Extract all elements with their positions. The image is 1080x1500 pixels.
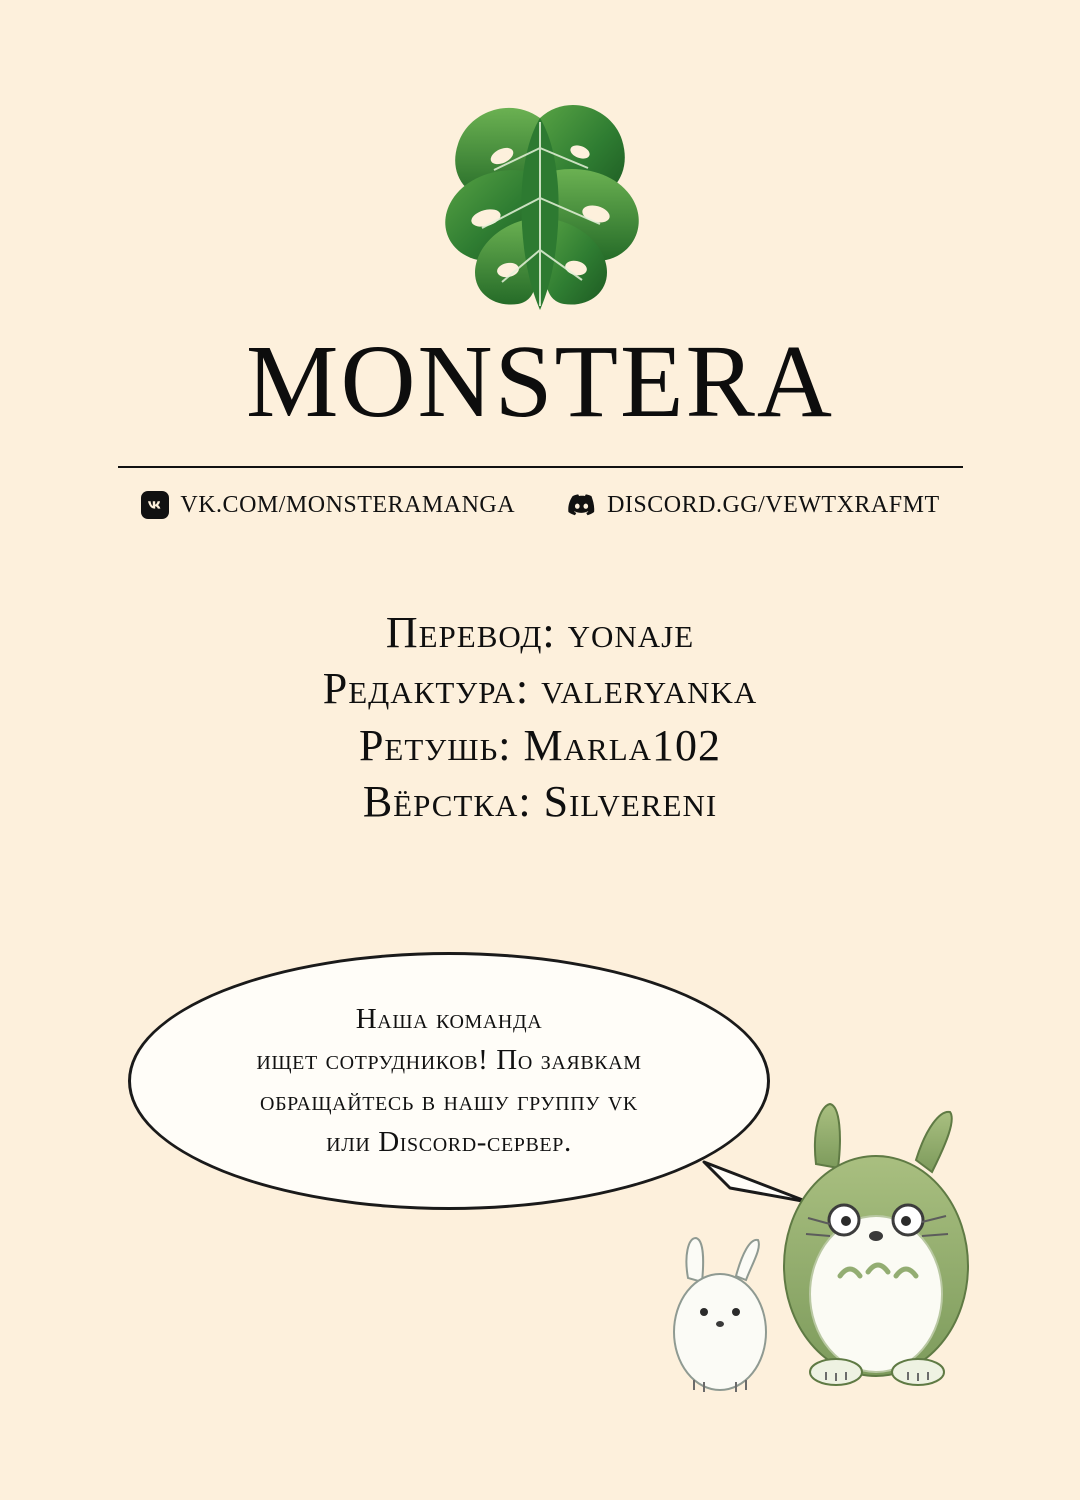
totoro-characters — [640, 1080, 1040, 1420]
credit-role-typesetting: Вёрстка: — [362, 776, 532, 826]
credit-role-editing: Редактура: — [322, 664, 530, 714]
social-link-discord-label: DISCORD.GG/VEWTXRAFMT — [607, 491, 940, 518]
totoro-small-icon — [674, 1238, 766, 1392]
credit-role-translation: Перевод: — [385, 608, 556, 657]
credit-name-typesetting: Silvereni — [543, 776, 718, 826]
logo-leaf-container — [0, 78, 1080, 318]
credit-name-translation: yonaje — [567, 608, 695, 657]
totoro-big-icon — [784, 1104, 968, 1385]
credit-row-typesetting — [0, 774, 1080, 830]
social-link-vk[interactable] — [140, 490, 515, 520]
bubble-line-2: ищет сотрудников! По заявкам — [256, 1043, 642, 1076]
social-link-vk-label: VK.COM/MONSTERAMANGA — [180, 491, 516, 518]
credit-row-editing — [0, 661, 1080, 717]
bubble-line-1: Наша команда — [355, 1002, 543, 1035]
credit-name-editing: valeryanka — [541, 664, 758, 714]
vk-icon — [140, 490, 170, 520]
credit-role-cleaning: Ретушь: — [358, 720, 512, 770]
credits-list — [0, 605, 1080, 830]
social-links — [0, 490, 1080, 520]
page-title: MONSTERA — [245, 324, 835, 439]
title-divider — [118, 466, 963, 468]
credit-row-cleaning — [0, 718, 1080, 774]
credit-row-translation — [0, 605, 1080, 661]
monstera-leaf-icon — [390, 78, 690, 318]
speech-bubble-text — [226, 999, 671, 1164]
social-link-discord[interactable] — [567, 490, 940, 520]
bubble-line-4: или Discord-сервер. — [326, 1126, 572, 1159]
discord-icon — [567, 490, 597, 520]
credit-name-cleaning: Marla102 — [523, 720, 722, 770]
bubble-line-3: обращайтесь в нашу группу vk — [260, 1085, 638, 1117]
